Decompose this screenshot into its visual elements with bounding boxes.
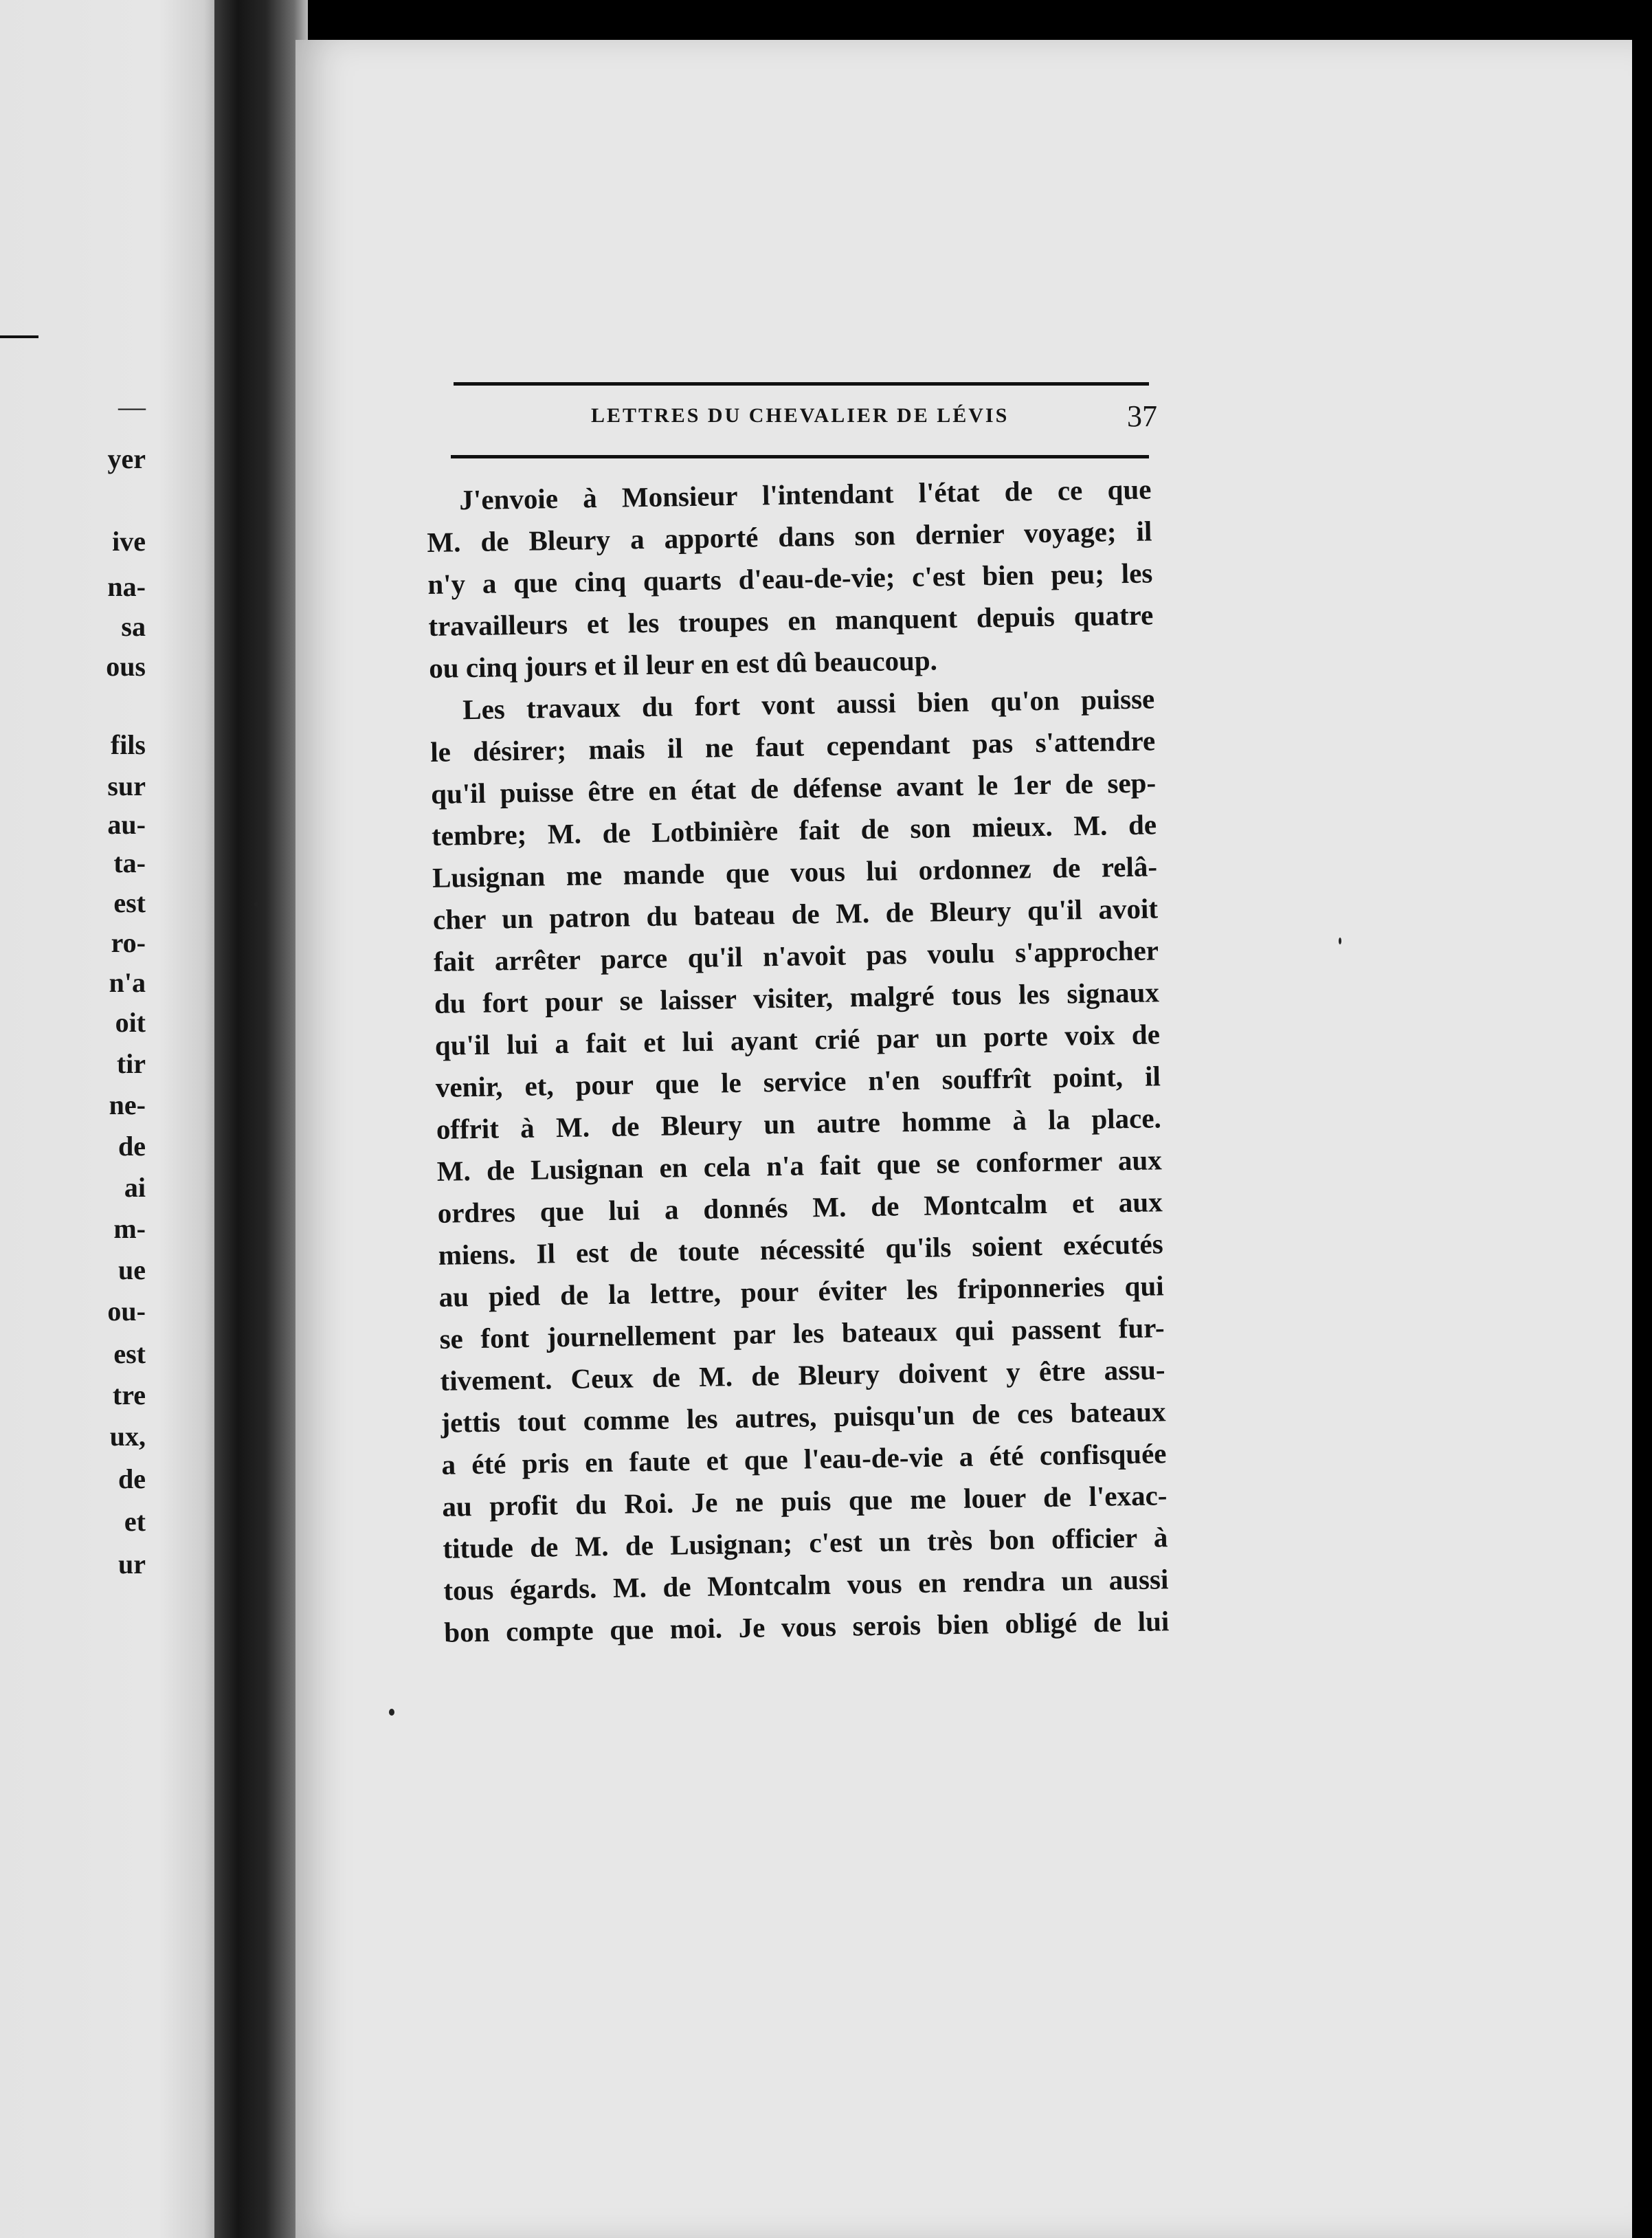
left-page-fragment: ou-: [107, 1296, 146, 1327]
left-page-fragment: tre: [112, 1380, 146, 1410]
text-line: bon compte que moi. Je vous serois bien obligé de lui: [443, 1605, 1170, 1648]
text-line: travailleurs et les troupes en manquent depuis quatre: [427, 599, 1154, 642]
left-page-fragment: de: [118, 1131, 146, 1162]
text-line: miens. Il est de toute nécessité qu'ils soient exécutés: [438, 1228, 1163, 1271]
book-gutter-shadow: [214, 0, 308, 2238]
header-rule-bottom: [451, 455, 1149, 458]
text-line: se font journellement par les bateaux qui passent fur-: [439, 1311, 1165, 1355]
text-line: cher un patron du bateau de M. de Bleury qu'il avoit: [432, 892, 1159, 935]
left-page-text-column: [0, 0, 146, 2238]
text-line: Lusignan me mande que vous lui ordonnez de relâ-: [432, 850, 1158, 894]
body-text: [426, 468, 1170, 1653]
header-rule-top: [454, 382, 1149, 386]
left-page-fragment: est: [113, 1338, 146, 1369]
running-head: LETTRES DU CHEVALIER DE LÉVIS: [591, 404, 1009, 427]
left-page-fragment: n'a: [109, 967, 146, 998]
left-page-fragment: au-: [107, 809, 146, 840]
left-page-fragment: sa: [121, 611, 146, 642]
text-line: tous égards. M. de Montcalm vous en rendra un aussi: [443, 1563, 1169, 1606]
text-line: Les travaux du fort vont aussi bien qu'on puisse: [462, 683, 1155, 726]
text-line: tivement. Ceux de M. de Bleury doivent y être assu-: [440, 1353, 1165, 1397]
left-page-fragment: ai: [124, 1172, 146, 1203]
text-line: n'y a que cinq quarts d'eau-de-vie; c'est bien peu; les: [427, 557, 1153, 600]
text-line: venir, et, pour que le service n'en souffrît point, il: [435, 1060, 1161, 1103]
text-line: offrit à M. de Bleury un autre homme à la place.: [436, 1102, 1162, 1145]
text-line: jettis tout comme les autres, puisqu'un de ces bateaux: [440, 1395, 1166, 1439]
left-page-fragment: —: [118, 391, 146, 422]
text-line: qu'il puisse être en état de défense avant le 1er de sep-: [430, 766, 1157, 810]
text-line: tembre; M. de Lotbinière fait de son mieux. M. de: [431, 808, 1157, 852]
text-line: au pied de la lettre, pour éviter les friponneries qui: [438, 1270, 1164, 1313]
dust-speck: [389, 1709, 394, 1716]
text-line: ou cinq jours et il leur en est dû beaucoup.: [428, 644, 938, 684]
left-page-fragment: et: [124, 1506, 146, 1537]
left-page-fragment: de: [118, 1463, 146, 1494]
left-page-fragment: ur: [118, 1549, 146, 1580]
text-line: M. de Bleury a apporté dans son dernier voyage; il: [427, 515, 1152, 558]
text-line: ordres que lui a donnés M. de Montcalm et aux: [437, 1186, 1163, 1229]
left-page-fragment: ne-: [109, 1089, 146, 1120]
text-line: le désirer; mais il ne faut cependant pas s'attendre: [429, 724, 1156, 768]
left-page-fragment: sur: [107, 771, 146, 801]
left-page-fragment: oit: [115, 1007, 146, 1038]
dust-speck: [1339, 938, 1341, 944]
text-line: fait arrêter parce qu'il n'avoit pas voulu s'approcher: [433, 934, 1159, 977]
left-page-fragment: fils: [110, 729, 146, 760]
left-page-fragment: ta-: [113, 847, 146, 878]
text-line: qu'il lui a fait et lui ayant crié par un porte voix de: [434, 1018, 1161, 1061]
text-line: J'envoie à Monsieur l'intendant l'état de ce que: [459, 473, 1152, 516]
text-line: du fort pour se laisser visiter, malgré tous les signaux: [434, 976, 1160, 1019]
left-facing-page: [0, 0, 227, 2238]
left-page-fragment: tir: [116, 1048, 146, 1079]
left-page-fragment: ux,: [109, 1421, 146, 1452]
left-page-fragment: ue: [118, 1254, 146, 1285]
text-line: titude de M. de Lusignan; c'est un très bon officier à: [443, 1521, 1168, 1564]
left-page-fragment: est: [113, 887, 146, 918]
left-page-fragment: na-: [107, 571, 146, 602]
left-page-fragment: ro-: [111, 927, 146, 958]
text-line: M. de Lusignan en cela n'a fait que se conformer aux: [436, 1144, 1163, 1187]
left-page-fragment: ous: [106, 651, 146, 682]
page-number: 37: [1127, 399, 1157, 433]
left-page-fragment: m-: [113, 1213, 146, 1244]
left-page-fragment: ive: [112, 526, 146, 557]
right-page: [295, 40, 1632, 2238]
text-line: au profit du Roi. Je ne puis que me louer de l'exac-: [442, 1479, 1168, 1522]
text-line: a été pris en faute et que l'eau-de-vie a été confisquée: [441, 1437, 1167, 1481]
dust-speck: [254, 902, 259, 907]
left-page-fragment: yer: [107, 443, 146, 474]
